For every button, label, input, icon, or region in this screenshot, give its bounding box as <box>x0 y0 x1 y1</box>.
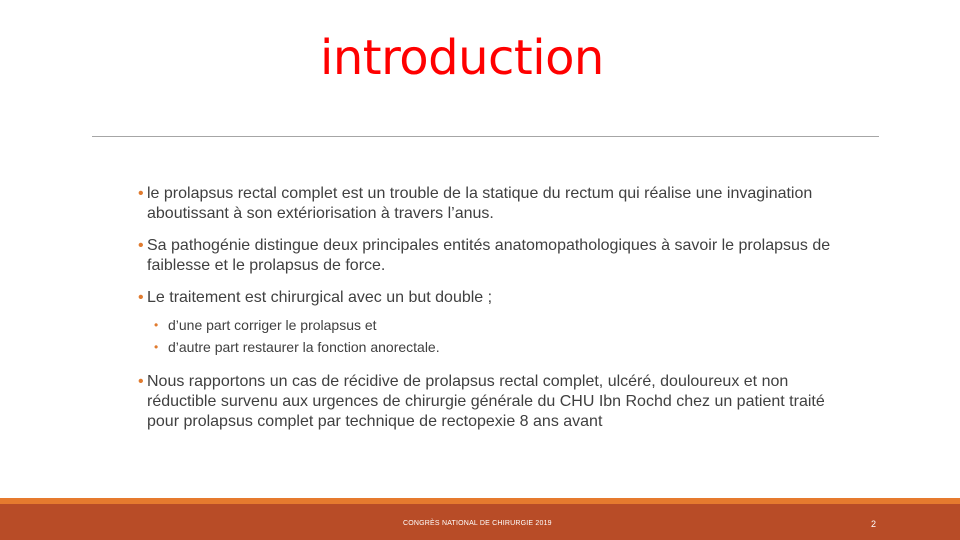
footer-text: CONGRÈS NATIONAL DE CHIRURGIE 2019 <box>403 520 552 527</box>
title-divider <box>92 136 879 137</box>
bullet-item <box>138 236 838 276</box>
sub-bullet-list <box>138 314 838 358</box>
bullet-dot-icon: • <box>138 289 144 306</box>
bullet-text: Sa pathogénie distingue deux principales entités anatomopathologiques à savoir le prolapsus de faiblesse et le prolapsus de force. <box>147 237 831 274</box>
sub-bullet-text: d’une part corriger le prolapsus et <box>168 317 377 333</box>
bullet-text: le prolapsus rectal complet est un trouble de la statique du rectum qui réalise une invagination aboutissant à son extériorisation à travers l’anus. <box>147 185 813 222</box>
slide-title: introduction <box>320 30 604 86</box>
bullet-dot-icon: • <box>138 185 144 202</box>
sub-bullet-dot-icon: • <box>154 340 159 354</box>
page-number: 2 <box>871 519 877 529</box>
sub-bullet-item <box>138 314 838 336</box>
sub-bullet-text: d’autre part restaurer la fonction anorectale. <box>168 339 440 355</box>
bullet-item <box>138 372 838 432</box>
bullet-text: Nous rapportons un cas de récidive de prolapsus rectal complet, ulcéré, douloureux et non réductible survenu aux urgences de chirurgie générale du CHU Ibn Rochd chez un patient traité pour prolapsus complet par technique de rectopexie 8 ans avant <box>147 373 825 430</box>
bullet-item <box>138 184 838 224</box>
sub-bullet-item <box>138 336 838 358</box>
slide-content <box>138 184 838 444</box>
sub-bullet-dot-icon: • <box>154 318 159 332</box>
bullet-dot-icon: • <box>138 237 144 254</box>
bullet-text: Le traitement est chirurgical avec un but double ; <box>147 289 493 306</box>
bullet-item <box>138 288 838 308</box>
bullet-dot-icon: • <box>138 373 144 390</box>
